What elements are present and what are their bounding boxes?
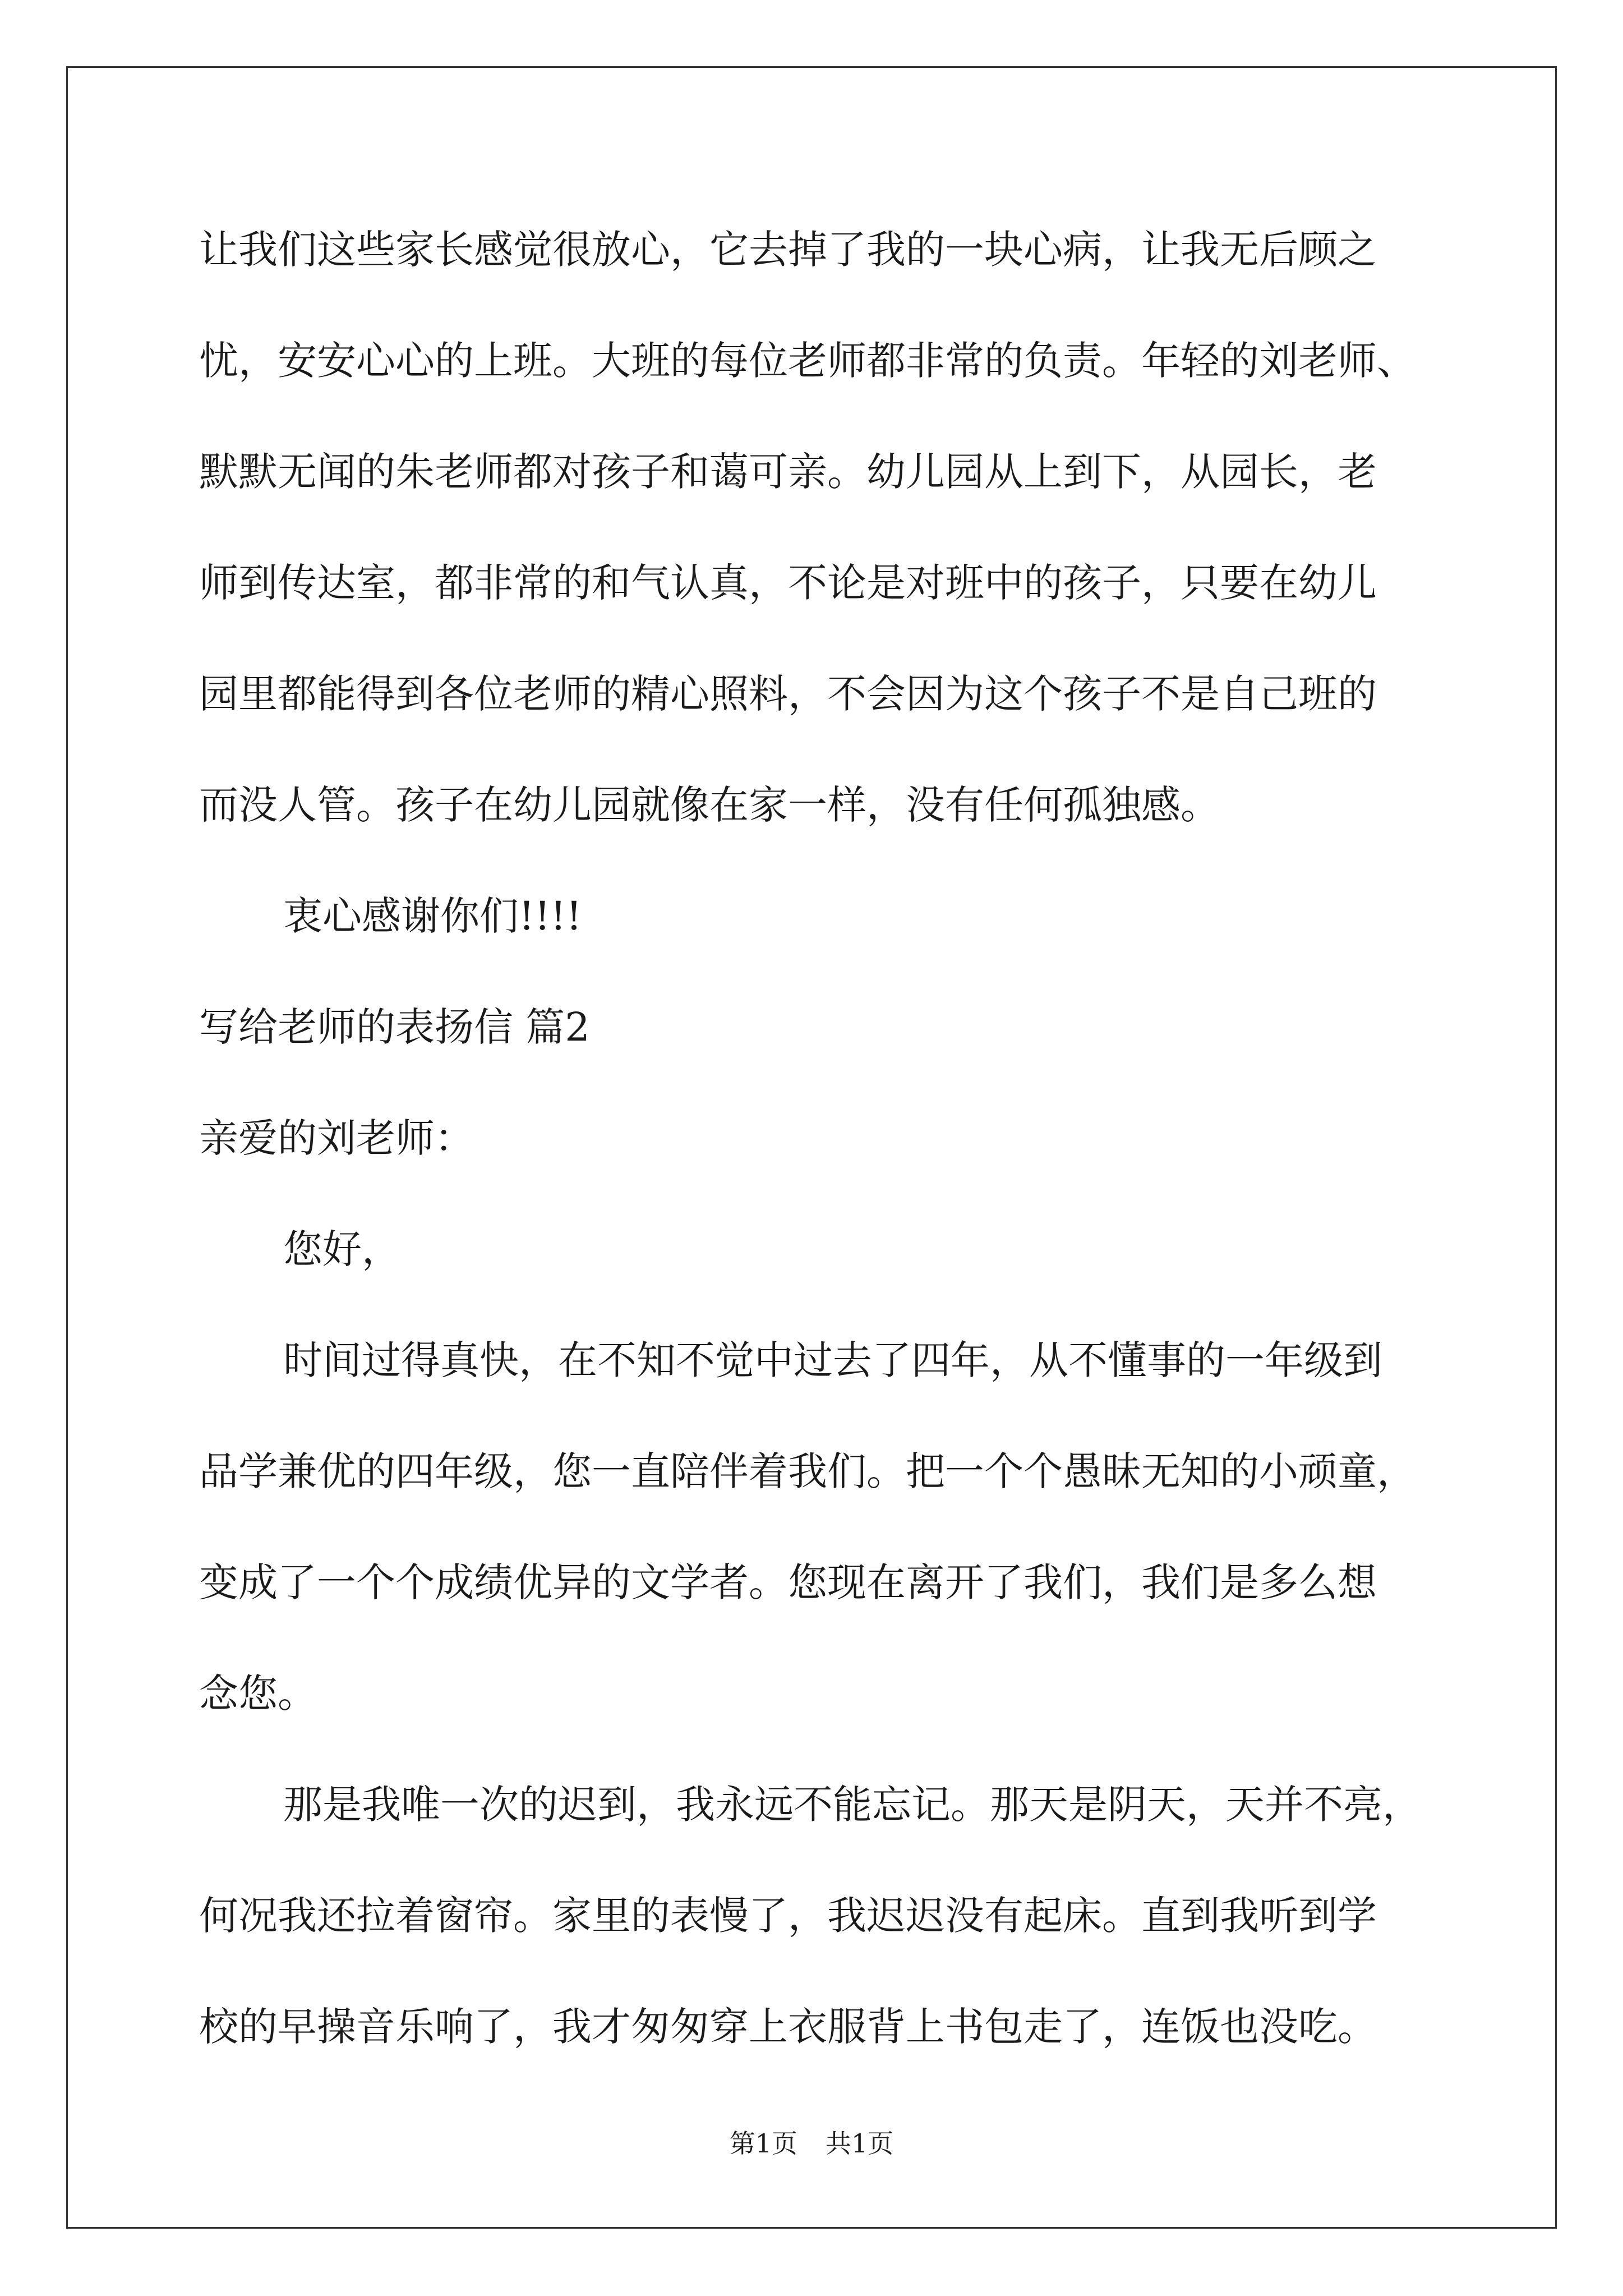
- paragraph-line: 校的早操音乐响了，我才匆匆穿上衣服背上书包走了，连饭也没吃。: [199, 2004, 1377, 2050]
- greeting: 您好，: [283, 1226, 401, 1272]
- paragraph-line: 园里都能得到各位老师的精心照料，不会因为这个孩子不是自己班的: [199, 671, 1377, 717]
- page-total: 共1页: [826, 2128, 894, 2159]
- paragraph-line: 而没人管。孩子在幼儿园就像在家一样，没有任何孤独感。: [199, 782, 1220, 828]
- section-heading: 写给老师的表扬信 篇2: [199, 1004, 590, 1050]
- paragraph-line: 变成了一个个成绩优异的文学者。您现在离开了我们，我们是多么想: [199, 1559, 1377, 1605]
- paragraph-line: 师到传达室，都非常的和气认真，不论是对班中的孩子，只要在幼儿: [199, 560, 1377, 606]
- paragraph-line: 忧，安安心心的上班。大班的每位老师都非常的负责。年轻的刘老师、: [199, 338, 1416, 384]
- page-number: 第1页: [729, 2128, 797, 2159]
- paragraph-line: 品学兼优的四年级，您一直陪伴着我们。把一个个愚昧无知的小顽童，: [199, 1448, 1416, 1494]
- paragraph-line: 念您。: [199, 1671, 317, 1717]
- closing-line: 衷心感谢你们!!!!: [283, 893, 582, 939]
- salutation: 亲爱的刘老师：: [199, 1115, 474, 1161]
- paragraph-line: 让我们这些家长感觉很放心，它去掉了我的一块心病，让我无后顾之: [199, 227, 1377, 273]
- page-footer: [0, 2128, 1623, 2159]
- paragraph-line: 何况我还拉着窗帘。家里的表慢了，我迟迟没有起床。直到我听到学: [199, 1893, 1377, 1939]
- paragraph-line: 时间过得真快，在不知不觉中过去了四年，从不懂事的一年级到: [283, 1337, 1382, 1383]
- paragraph-line: 默默无闻的朱老师都对孩子和蔼可亲。幼儿园从上到下，从园长，老: [199, 449, 1377, 495]
- paragraph-line: 那是我唯一次的迟到，我永远不能忘记。那天是阴天，天并不亮，: [283, 1782, 1422, 1828]
